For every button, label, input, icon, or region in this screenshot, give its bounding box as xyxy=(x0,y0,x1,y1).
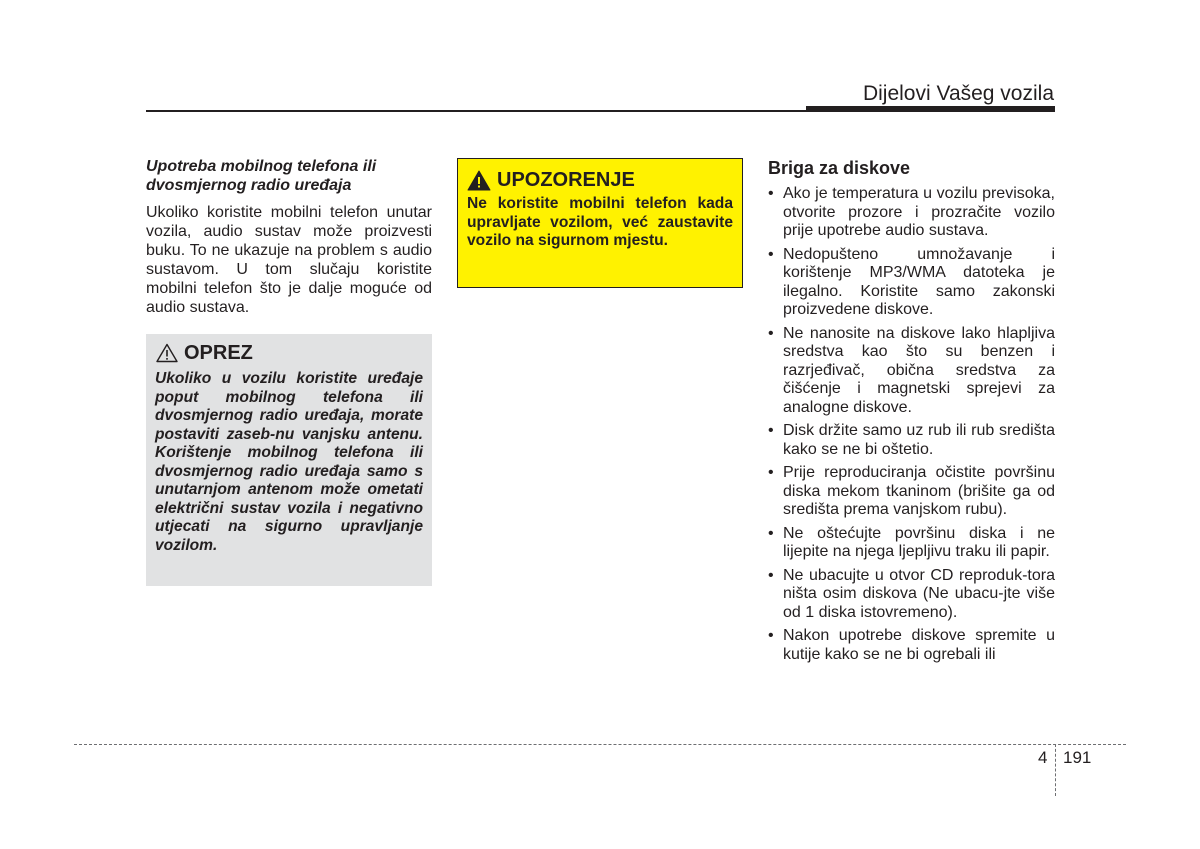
page-number: 191 xyxy=(1063,748,1092,767)
disc-care-title: Briga za diskove xyxy=(768,158,911,178)
list-item: • Disk držite samo uz rub ili rub središta kako se ne bi oštetio. xyxy=(768,422,1055,459)
warning-box xyxy=(457,158,743,288)
right-column xyxy=(768,157,1055,669)
footer-vertical-dashed-rule xyxy=(1055,744,1056,796)
mobile-phone-paragraph: Ukoliko koristite mobilni telefon unutar vozila, audio sustav može proizvesti buku. To ne ukazuje na problem s audio sustavom. U tom slučaju koristite mobilni telefon što je dalje moguće od audio sustava. xyxy=(146,204,432,316)
warning-title: UPOZORENJE xyxy=(497,168,635,191)
list-item: • Prije reproduciranja očistite površinu diska mekom tkaninom (brišite ga od središta prema vanjskom rubu). xyxy=(768,464,1055,520)
caution-text: Ukoliko u vozilu koristite uređaje poput mobilnog telefona ili dvosmjernog radio uređaja, morate postaviti zaseb-nu vanjsku antenu. Korištenje mobilnog telefona ili dvosmjernog radio uređaja samo s unutarnjom antenom može ometati električni sustav vozila i negativno utjecati na sigurno upravljanje vozilom. xyxy=(155,370,423,554)
caution-header xyxy=(155,342,423,364)
warning-triangle-filled-icon xyxy=(467,170,491,191)
list-item: • Nedopušteno umnožavanje i korištenje MP3/WMA datoteka je ilegalno. Koristite samo zakonski proizvedene diskove. xyxy=(768,246,1055,320)
warning-header xyxy=(467,167,733,193)
list-item: • Nakon upotrebe diskove spremite u kutije kako se ne bi ogrebali ili xyxy=(768,627,1055,664)
footer-dashed-rule xyxy=(74,744,1126,745)
warning-text: Ne koristite mobilni telefon kada upravljate vozilom, već zaustavite vozilo na sigurnom mjestu. xyxy=(467,195,733,249)
warning-triangle-outline-icon xyxy=(156,343,178,363)
list-item: • Ne ubacujte u otvor CD reproduk-tora ništa osim diskova (Ne ubacu-jte više od 1 diska istovremeno). xyxy=(768,567,1055,623)
header-rule-thick xyxy=(806,106,1055,112)
disc-care-list xyxy=(768,185,1055,664)
list-item: • Ako je temperatura u vozilu previsoka, otvorite prozore i prozračite vozilo prije upotrebe audio sustava. xyxy=(768,185,1055,241)
list-item: • Ne nanosite na diskove lako hlapljiva sredstva kao što su benzen i razrjeđivač, obična sredstva za čišćenje i magnetski sprejevi za analogne diskove. xyxy=(768,325,1055,418)
chapter-number: 4 xyxy=(1038,748,1048,767)
caution-title: OPREZ xyxy=(184,341,253,364)
caution-box xyxy=(146,334,432,586)
list-item: • Ne oštećujte površinu diska i ne lijepite na njega ljepljivu traku ili papir. xyxy=(768,525,1055,562)
header-rule-thin xyxy=(146,110,806,112)
page-header-title: Dijelovi Vašeg vozila xyxy=(862,82,1054,105)
left-column xyxy=(146,157,432,317)
mobile-phone-subheading: Upotreba mobilnog telefona ili dvosmjernog radio uređaja xyxy=(146,158,377,194)
